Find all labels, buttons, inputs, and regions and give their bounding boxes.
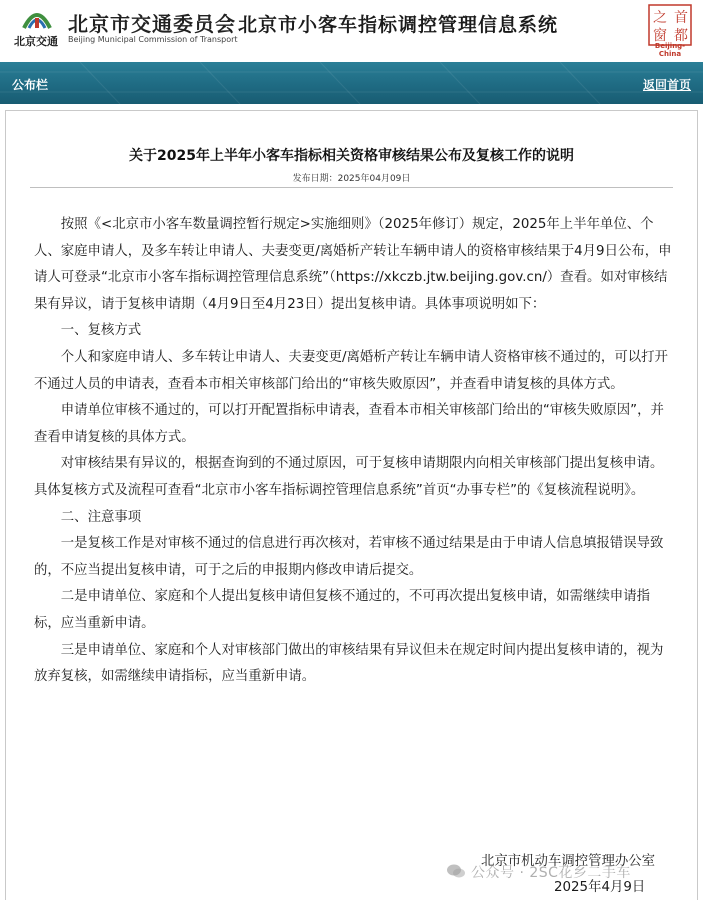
paragraph-note-3: 三是申请单位、家庭和个人对审核部门做出的审核结果有异议但未在规定时间内提出复核申请的，视为放弃复核，如需继续申请指标，应当重新申请。 [34, 642, 664, 685]
paragraph-unit-review: 申请单位审核不通过的，可以打开配置指标申请表，查看本市相关审核部门给出的“审核失败原因”，并查看申请复核的具体方式。 [34, 403, 664, 445]
seal-caption: Beijing-China [654, 42, 686, 58]
bjjt-logo [8, 4, 64, 52]
return-home-link[interactable]: 返回首页 [642, 78, 691, 92]
publish-date: 发布日期：2025年04月09日 [292, 174, 411, 184]
system-title: 北京市小客车指标调控管理信息系统 [238, 14, 559, 36]
logo-text: 北京交通 [14, 35, 58, 48]
org-name: 北京市交通委员会 [68, 12, 236, 36]
title-divider [30, 187, 673, 188]
section-heading-review-method: 一、复核方式 [60, 323, 142, 339]
nav-pattern-decoration [0, 62, 703, 104]
notice-body [34, 212, 674, 691]
seal-char-2: 都 [674, 28, 688, 44]
section-heading-notes: 二、注意事项 [60, 509, 142, 525]
paragraph-note-1: 一是复核工作是对审核不通过的信息进行再次核对，若审核不通过结果是由于申请人信息填报错误导致的，不应当提出复核申请，可于之后的申报期内修改申请后提交。 [34, 536, 664, 578]
org-name-en: Beijing Municipal Commission of Transport [68, 35, 238, 44]
seal-char-4: 窗 [653, 28, 667, 44]
paragraph-objection: 对审核结果有异议的，根据查询到的不通过原因，可于复核申请期限内向相关审核部门提出复核申请。具体复核方式及流程可查看“北京市小客车指标调控管理信息系统”首页“办事专栏”的《复核流程说明》。 [34, 456, 664, 498]
paragraph-note-2: 二是申请单位、家庭和个人提出复核申请但复核不通过的，不可再次提出复核申请，如需继续申请指标，应当重新申请。 [34, 589, 650, 631]
bulletin-board-label: 公布栏 [12, 78, 49, 92]
nav-bar [0, 62, 703, 104]
seal-char-3: 之 [653, 10, 667, 26]
seal-char-1: 首 [674, 10, 688, 26]
signature-date: 2025年4月9日 [554, 880, 646, 895]
paragraph-intro: 按照《<北京市小客车数量调控暂行规定>实施细则》（2025年修订）规定，2025年上半年单位、个人、家庭申请人，及多车转让申请人、夫妻变更/离婚析产转让车辆申请人的资格审核结果于4月9日公布，申请人可登录“北京市小客车指标调控管理信息系统”（https://xkczb.jtw.beijing.gov.cn/）查看。如对审核结果有异议，请于复核申请期（4月9日至4月23日）提出复核申请。具体事项说明如下： [34, 217, 672, 312]
signature-org: 北京市机动车调控管理办公室 [481, 854, 656, 869]
watermark-text: 公众号 · 2SC花乡二手车 [471, 865, 631, 881]
paragraph-individual-review: 个人和家庭申请人、多车转让申请人、夫妻变更/离婚析产转让车辆申请人资格审核不通过的，可以打开不通过人员的申请表，查看本市相关审核部门给出的“审核失败原因”，并查看申请复核的具体方式。 [34, 349, 668, 392]
site-header [0, 0, 703, 58]
wechat-icon [446, 863, 466, 879]
logo-emblem-icon [20, 4, 54, 32]
notice-title: 关于2025年上半年小客车指标相关资格审核结果公布及复核工作的说明 [129, 148, 574, 164]
